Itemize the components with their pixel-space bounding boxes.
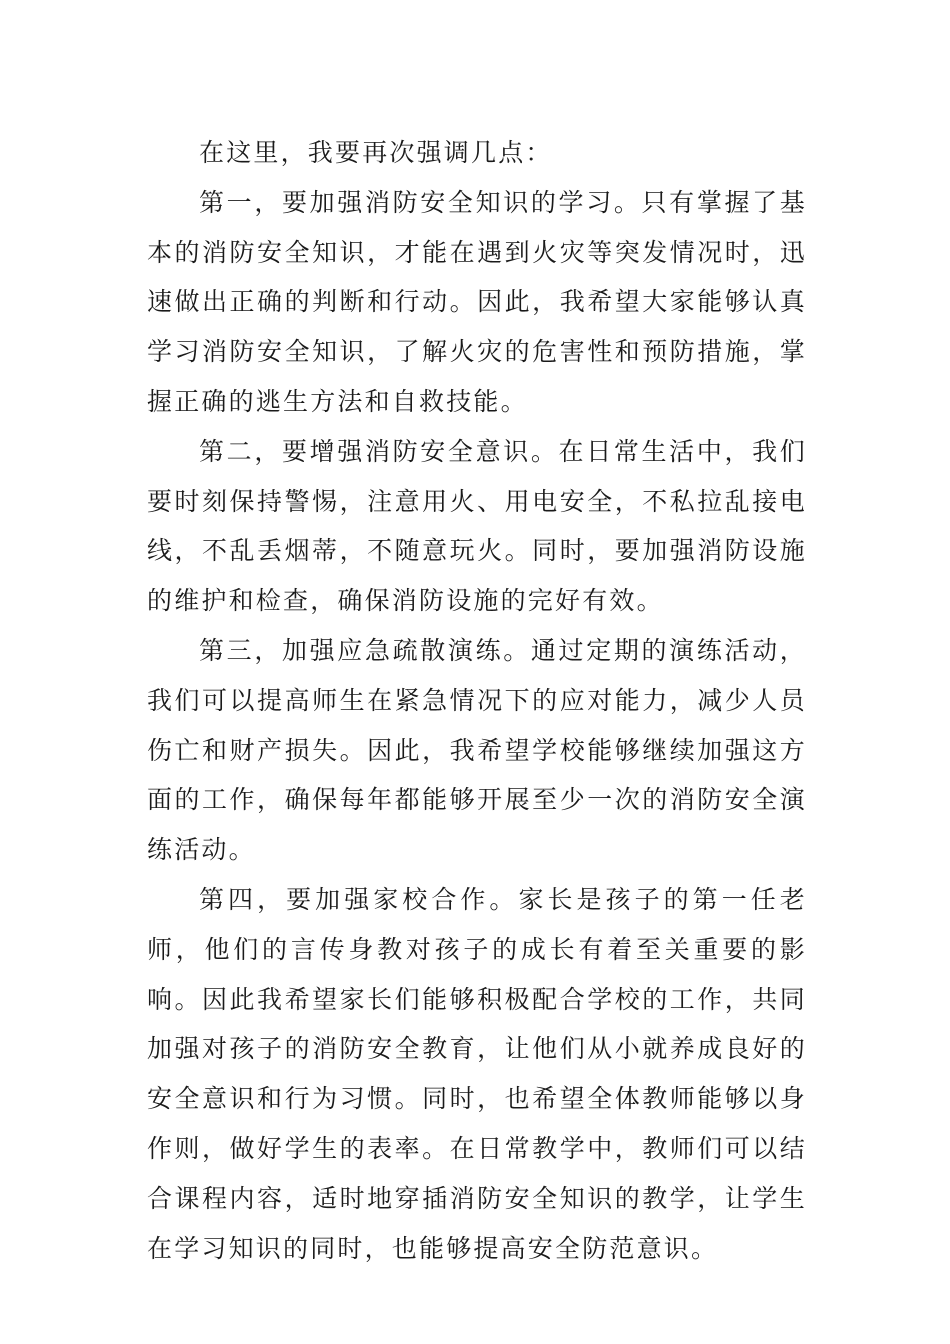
paragraph-point-four: 第四，要加强家校合作。家长是孩子的第一任老师，他们的言传身教对孩子的成长有着至关重要的影响。因此我希望家长们能够积极配合学校的工作，共同加强对孩子的消防安全教育，让他们从小就养成良好的安全意识和行为习惯。同时，也希望全体教师能够以身作则，做好学生的表率。在日常教学中，教师们可以结合课程内容，适时地穿插消防安全知识的教学，让学生在学习知识的同时，也能够提高安全防范意识。 (147, 884, 807, 1263)
paragraph-intro: 在这里，我要再次强调几点： (199, 138, 553, 167)
paragraph-point-one: 第一，要加强消防安全知识的学习。只有掌握了基本的消防安全知识，才能在遇到火灾等突发情况时，迅速做出正确的判断和行动。因此，我希望大家能够认真学习消防安全知识，了解火灾的危害性和预防措施，掌握正确的逃生方法和自救技能。 (147, 187, 807, 416)
paragraph-point-three: 第三，加强应急疏散演练。通过定期的演练活动，我们可以提高师生在紧急情况下的应对能力，减少人员伤亡和财产损失。因此，我希望学校能够继续加强这方面的工作，确保每年都能够开展至少一次的消防安全演练活动。 (147, 635, 807, 865)
paragraph-point-two: 第二，要增强消防安全意识。在日常生活中，我们要时刻保持警惕，注意用火、用电安全，不私拉乱接电线，不乱丢烟蒂，不随意玩火。同时，要加强消防设施的维护和检查，确保消防设施的完好有效。 (147, 436, 807, 616)
document-body (147, 128, 807, 1273)
